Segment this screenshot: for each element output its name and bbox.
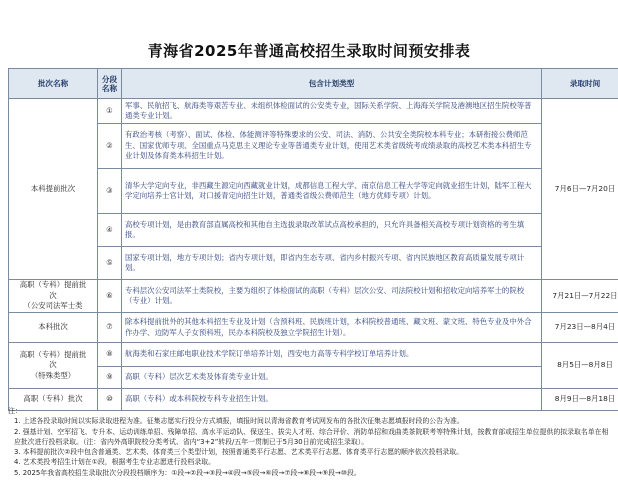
- time-vocational-early: 7月21日—7月22日: [542, 280, 618, 313]
- category-vocational-early: [9, 280, 98, 313]
- note-item: 5. 2025年我省高校招生录取批次分段投档顺序为：①段→②段→③段→④段→⑤段→⑥段→⑦段→⑧段→⑨段→⑩段。: [14, 468, 361, 477]
- table-row: [9, 214, 618, 247]
- table-row: [9, 247, 618, 280]
- table-row: [9, 343, 618, 367]
- table-row: [9, 124, 618, 169]
- category-line: 高职（专科）提前批: [19, 349, 87, 359]
- row-description: 军事、民航招飞、航海类等艰苦专业、未组织体检面试的公安类专业，国际关系学院、上海海关学院及港澳地区招生院校等普通类专业计划。: [122, 99, 542, 124]
- note-item: 1. 上述各投录取时间以实际录取进程为准。征集志愿实行投分方式填报，填报时间以青海省教育考试网发布的各批次征集志愿填报时段的公告为准。: [14, 417, 464, 426]
- category-undergrad-early: 本科提前批次: [9, 99, 98, 280]
- table-row: [9, 280, 618, 313]
- row-description: 清华大学定向专业，非西藏生源定向西藏就业计划，成都信息工程大学、南京信息工程大学等定向就业招生计划，陆军工程大学定向培养士官计划，对口援青定向招生计划，普通类省级公费师范生（地方优师专项）计划。: [122, 169, 542, 214]
- row-description: 除本科提前批外的其他本科招生专业及计划（含预科班、民族班计划，本科院校普通班、藏文班、蒙文班、特色专业及中外合作办学、边防军人子女预科班，民办本科院校及独立学院招生计划）。: [122, 313, 542, 343]
- table-row: [9, 367, 618, 389]
- row-description: 高职（专科）或本科院校专科专业招生计划。: [122, 389, 542, 411]
- note-item: 4. 艺术类投考招生计划在①段，根据考生专业志愿进行投档录取。: [14, 458, 215, 467]
- row-index: ②: [98, 124, 122, 169]
- category-undergrad: 本科批次: [9, 313, 98, 343]
- row-description: 有政治考核（考察）、面试、体检、体能测评等特殊要求的公安、司法、消防、公共安全类院校本科专业；本研衔接公费师范生、国家优师专项、全国重点马克思主义理论专业等普通类专业计划，使用艺术类省级统考成绩录取的高校艺术类本科招生专业计划及体育类本科招生计划。: [122, 124, 542, 169]
- category-line: （公安司法军士类: [23, 301, 83, 311]
- table-row: [9, 313, 618, 343]
- notes-section: [8, 406, 612, 478]
- table-row: [9, 169, 618, 214]
- note-item: 3. 本科提前批次②段中包含普通类、艺术类、体育类三个类型计划，按照普通类平行志愿、艺术类平行志愿、体育类平行志愿的顺序依次投档录取。: [14, 448, 464, 457]
- category-line: 次: [49, 360, 57, 370]
- row-index: ⑥: [98, 280, 122, 313]
- row-index: ④: [98, 214, 122, 247]
- row-index: ⑨: [98, 367, 122, 389]
- category-vocational-special: [9, 343, 98, 389]
- row-index: ⑦: [98, 313, 122, 343]
- header-category: 批次名称: [9, 69, 98, 99]
- category-line: （特殊类型）: [30, 370, 76, 380]
- header-index: 分段名称: [98, 69, 122, 99]
- row-index: ③: [98, 169, 122, 214]
- row-index: ⑤: [98, 247, 122, 280]
- time-vocational-special: 8月5日—8月8日: [542, 343, 618, 389]
- category-vocational: 高职（专科）批次: [9, 389, 98, 411]
- time-undergrad-early: 7月6日—7月20日: [542, 99, 618, 280]
- category-line: 高职（专科）提前批: [19, 280, 87, 290]
- row-description: 国家专项计划，地方专项计划；省内专项计划，即省内生态专项、省内乡村振兴专项、省内民族地区教育高质量发展专项计划。: [122, 247, 542, 280]
- category-line: 次: [49, 290, 57, 300]
- table-row: [9, 99, 618, 124]
- table-header-row: [9, 69, 618, 99]
- row-description: 高校专项计划，是由教育部直属高校和其他自主选拔录取改革试点高校承担的，只允许具备相关高校专项计划资格的考生填报。: [122, 214, 542, 247]
- row-index: ⑩: [98, 389, 122, 411]
- notes-label: 注：: [8, 407, 22, 415]
- header-time: 录取时间: [542, 69, 618, 99]
- header-content: 包含计划类型: [122, 69, 542, 99]
- row-index: ⑧: [98, 343, 122, 367]
- page-title: 青海省2025年普通高校招生录取时间预安排表: [147, 42, 471, 60]
- row-description: 航海类和石家庄邮电职业技术学院订单培养计划，西安电力高等专科学校订单培养计划。: [122, 343, 542, 367]
- row-description: 专科层次公安司法军士类院校，主要为组织了体检面试的高职（专科）层次公安、司法院校计划和招收定向培养军士的院校（专业）计划。: [122, 280, 542, 313]
- row-index: ①: [98, 99, 122, 124]
- note-item: 2. 强基计划、空军招飞、专升本、运动训练单招、残障单招、高水平运动队、保送生、拔尖人才班、综合评价、消防单招和戏曲类茶院联考等特殊计划，按教育部或招生单位提供的拟录取名单在相应批次进行投档录取。（注：省内外高职院校分类考试、省内“3+2”转段/五年一贯制已于5月30日前完成招生录取）。: [14, 427, 609, 446]
- time-vocational: 8月9日—8月18日: [542, 389, 618, 411]
- time-undergrad: 7月23日—8月4日: [542, 313, 618, 343]
- row-description: 高职（专科）层次艺术类及体育类专业计划。: [122, 367, 542, 389]
- admission-schedule-table: [8, 68, 618, 411]
